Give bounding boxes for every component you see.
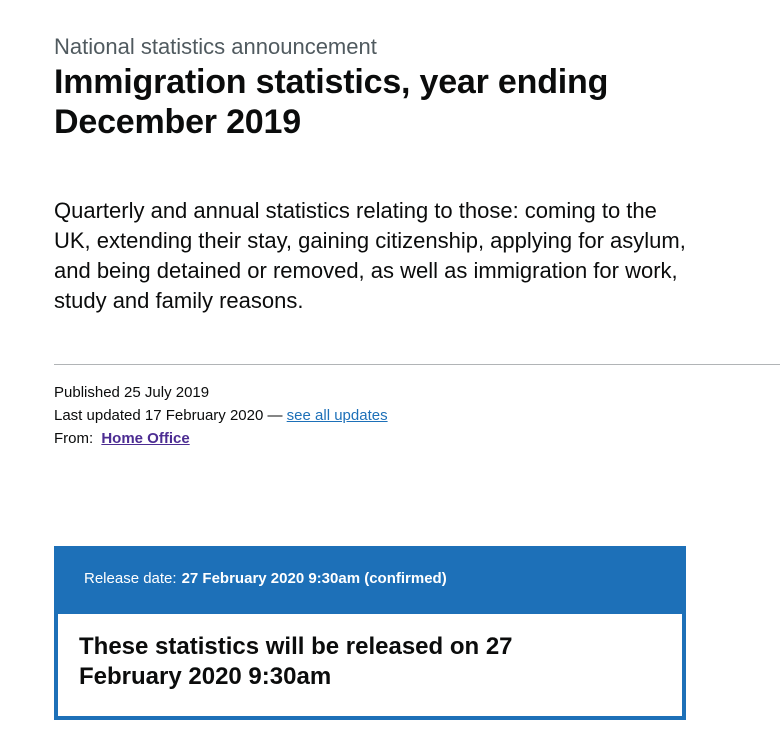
divider bbox=[54, 364, 780, 365]
release-date-header bbox=[54, 546, 686, 611]
last-updated-row bbox=[54, 404, 780, 427]
release-date-label: Release date: bbox=[84, 570, 177, 587]
release-message: These statistics will be released on 27 February 2020 9:30am bbox=[79, 633, 513, 690]
from-row bbox=[54, 427, 780, 450]
metadata bbox=[54, 381, 780, 450]
published-date: Published 25 July 2019 bbox=[54, 384, 210, 401]
see-all-updates-link[interactable]: see all updates bbox=[286, 407, 388, 424]
release-message-box bbox=[58, 614, 682, 716]
page-title: Immigration statistics, year ending December 2019 bbox=[54, 63, 609, 141]
from-label: From: bbox=[54, 430, 94, 447]
page-summary: Quarterly and annual statistics relating to those: coming to the UK, extending their stay, gaining citizenship, applying for asylum, and being detained or removed, as well as immigration for work, study and family reasons. bbox=[54, 198, 686, 313]
page-content bbox=[54, 30, 780, 450]
last-updated-date: Last updated 17 February 2020 — bbox=[54, 407, 283, 424]
page-caption: National statistics announcement bbox=[54, 34, 377, 59]
release-date-panel bbox=[54, 546, 686, 720]
organisation-link[interactable]: Home Office bbox=[101, 430, 190, 447]
release-date-value: 27 February 2020 9:30am (confirmed) bbox=[181, 570, 447, 587]
